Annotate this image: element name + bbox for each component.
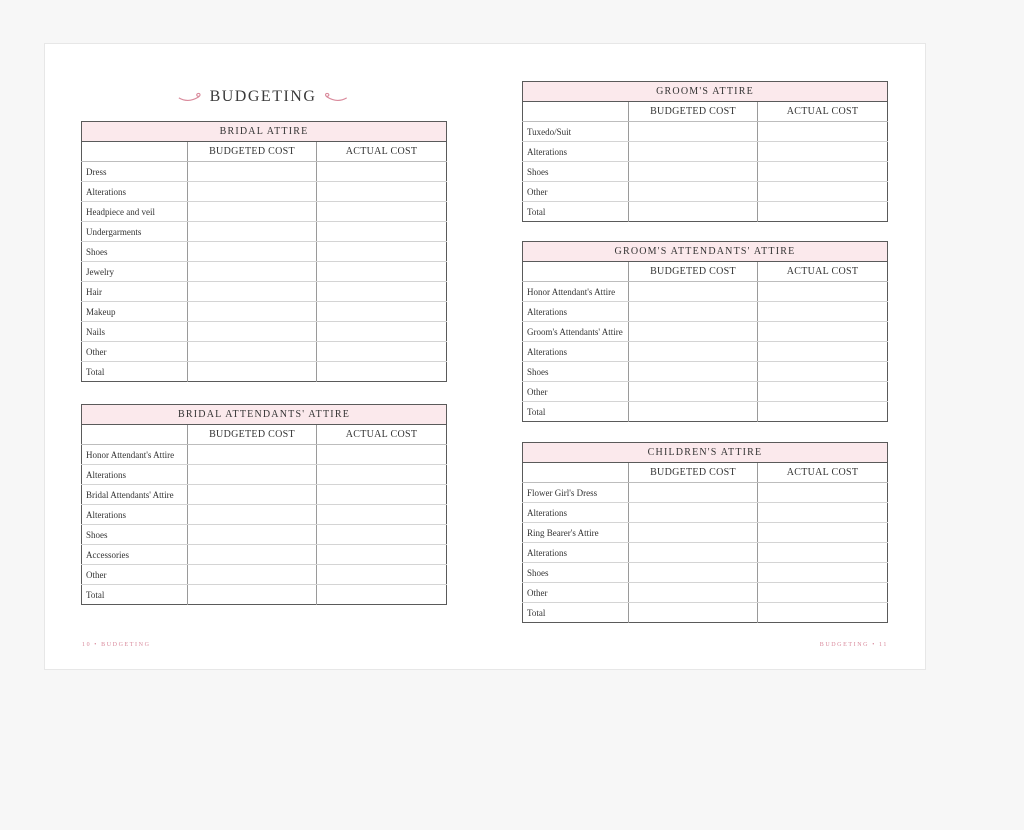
table-row xyxy=(82,585,447,605)
budgeted-cost-header: BUDGETED COST xyxy=(629,262,758,282)
actual-cost-cell xyxy=(758,362,888,382)
row-label: Alterations xyxy=(523,503,629,523)
actual-cost-cell xyxy=(758,523,888,543)
row-label: Nails xyxy=(82,322,188,342)
row-label: Flower Girl's Dress xyxy=(523,483,629,503)
actual-cost-cell xyxy=(317,545,447,565)
budgeted-cost-cell xyxy=(188,202,317,222)
actual-cost-cell xyxy=(317,342,447,362)
actual-cost-cell xyxy=(317,302,447,322)
table-row xyxy=(523,402,888,422)
actual-cost-cell xyxy=(317,162,447,182)
table-row xyxy=(523,563,888,583)
table-row xyxy=(523,322,888,342)
actual-cost-cell xyxy=(317,525,447,545)
budgeted-cost-cell xyxy=(629,122,758,142)
budgeted-cost-cell xyxy=(629,202,758,222)
table-title: GROOM'S ATTENDANTS' ATTIRE xyxy=(523,242,888,262)
budgeted-cost-cell xyxy=(188,162,317,182)
budgeted-cost-cell xyxy=(629,322,758,342)
budgeted-cost-cell xyxy=(629,282,758,302)
budgeted-cost-cell xyxy=(629,402,758,422)
table-row xyxy=(82,465,447,485)
bridal-attendants-attire-table xyxy=(81,404,447,605)
row-label: Dress xyxy=(82,162,188,182)
table-row xyxy=(523,362,888,382)
row-label: Alterations xyxy=(523,302,629,322)
actual-cost-cell xyxy=(317,505,447,525)
table-row xyxy=(82,262,447,282)
row-label: Other xyxy=(523,583,629,603)
table-row xyxy=(82,362,447,382)
row-label: Total xyxy=(527,406,546,417)
budgeted-cost-cell xyxy=(188,342,317,362)
table-row xyxy=(82,342,447,362)
budgeted-cost-cell xyxy=(629,362,758,382)
actual-cost-cell xyxy=(758,282,888,302)
budgeted-cost-cell xyxy=(188,445,317,465)
row-label: Tuxedo/Suit xyxy=(523,122,629,142)
budgeted-cost-header: BUDGETED COST xyxy=(629,463,758,483)
row-label: Other xyxy=(523,182,629,202)
table-row xyxy=(523,503,888,523)
table-row xyxy=(82,302,447,322)
budgeted-cost-cell xyxy=(188,505,317,525)
actual-cost-cell xyxy=(317,445,447,465)
table-row xyxy=(523,282,888,302)
item-column-header xyxy=(82,142,188,162)
actual-cost-cell xyxy=(758,503,888,523)
row-label: Other xyxy=(82,565,188,585)
table-title: BRIDAL ATTIRE xyxy=(82,122,447,142)
actual-cost-cell xyxy=(317,485,447,505)
childrens-attire-table xyxy=(522,442,888,623)
row-label: Bridal Attendants' Attire xyxy=(82,485,188,505)
row-label: Other xyxy=(82,342,188,362)
actual-cost-cell xyxy=(758,122,888,142)
table-row xyxy=(523,182,888,202)
table-row xyxy=(82,222,447,242)
page-title: BUDGETING xyxy=(209,88,317,105)
actual-cost-cell xyxy=(317,222,447,242)
budgeted-cost-cell xyxy=(188,222,317,242)
table-row xyxy=(523,483,888,503)
row-label: Shoes xyxy=(523,563,629,583)
budgeted-cost-cell xyxy=(629,503,758,523)
table-row xyxy=(523,202,888,222)
budgeted-cost-cell xyxy=(188,362,317,382)
row-label: Alterations xyxy=(82,182,188,202)
row-label: Ring Bearer's Attire xyxy=(523,523,629,543)
actual-cost-cell xyxy=(317,182,447,202)
row-label: Honor Attendant's Attire xyxy=(82,445,188,465)
table-row xyxy=(82,545,447,565)
budgeted-cost-cell xyxy=(188,262,317,282)
budgeted-cost-cell xyxy=(629,342,758,362)
item-column-header xyxy=(523,262,629,282)
table-row xyxy=(82,182,447,202)
actual-cost-cell xyxy=(317,585,447,605)
actual-cost-cell xyxy=(758,202,888,222)
actual-cost-header: ACTUAL COST xyxy=(317,142,447,162)
table-row xyxy=(523,162,888,182)
actual-cost-cell xyxy=(317,202,447,222)
budgeted-cost-cell xyxy=(629,483,758,503)
table-row xyxy=(523,382,888,402)
row-label: Groom's Attendants' Attire xyxy=(523,322,629,342)
table-row xyxy=(523,603,888,623)
table-row xyxy=(82,565,447,585)
table-row xyxy=(523,583,888,603)
budgeted-cost-cell xyxy=(629,523,758,543)
actual-cost-cell xyxy=(758,583,888,603)
actual-cost-header: ACTUAL COST xyxy=(758,102,888,122)
actual-cost-cell xyxy=(317,282,447,302)
budgeted-cost-cell xyxy=(188,242,317,262)
row-label: Shoes xyxy=(523,162,629,182)
actual-cost-cell xyxy=(317,565,447,585)
actual-cost-header: ACTUAL COST xyxy=(758,463,888,483)
table-row xyxy=(82,242,447,262)
actual-cost-cell xyxy=(317,242,447,262)
actual-cost-cell xyxy=(758,563,888,583)
budgeted-cost-header: BUDGETED COST xyxy=(188,425,317,445)
row-label: Makeup xyxy=(82,302,188,322)
row-label: Alterations xyxy=(82,465,188,485)
table-row xyxy=(82,322,447,342)
table-title: GROOM'S ATTIRE xyxy=(523,82,888,102)
row-label: Alterations xyxy=(82,505,188,525)
row-label: Shoes xyxy=(82,242,188,262)
row-label: Undergarments xyxy=(82,222,188,242)
budgeted-cost-cell xyxy=(629,543,758,563)
actual-cost-header: ACTUAL COST xyxy=(317,425,447,445)
table-row xyxy=(523,523,888,543)
actual-cost-cell xyxy=(758,302,888,322)
budgeted-cost-cell xyxy=(188,525,317,545)
budgeted-cost-cell xyxy=(629,603,758,623)
row-label: Shoes xyxy=(523,362,629,382)
footer-left: 10 • BUDGETING xyxy=(82,642,151,648)
budgeted-cost-cell xyxy=(629,302,758,322)
table-row xyxy=(82,505,447,525)
actual-cost-cell xyxy=(758,483,888,503)
budgeted-cost-cell xyxy=(188,322,317,342)
item-column-header xyxy=(523,102,629,122)
actual-cost-cell xyxy=(758,182,888,202)
table-row xyxy=(82,485,447,505)
table-row xyxy=(82,162,447,182)
budgeted-cost-cell xyxy=(188,585,317,605)
budgeted-cost-header: BUDGETED COST xyxy=(629,102,758,122)
budgeted-cost-cell xyxy=(188,182,317,202)
footer-right: BUDGETING • 11 xyxy=(819,642,888,648)
actual-cost-header: ACTUAL COST xyxy=(758,262,888,282)
actual-cost-cell xyxy=(758,162,888,182)
page-heading xyxy=(178,86,348,108)
row-label: Alterations xyxy=(523,142,629,162)
table-row xyxy=(82,202,447,222)
actual-cost-cell xyxy=(758,603,888,623)
budgeted-cost-cell xyxy=(629,563,758,583)
budgeted-cost-cell xyxy=(188,282,317,302)
table-row xyxy=(523,122,888,142)
table-row xyxy=(82,525,447,545)
budgeted-cost-cell xyxy=(629,182,758,202)
table-row xyxy=(523,142,888,162)
budgeted-cost-cell xyxy=(629,142,758,162)
row-label: Hair xyxy=(82,282,188,302)
budgeted-cost-cell xyxy=(629,162,758,182)
budgeted-cost-cell xyxy=(629,583,758,603)
row-label: Total xyxy=(527,206,546,217)
row-label: Total xyxy=(527,607,546,618)
row-label: Accessories xyxy=(82,545,188,565)
item-column-header xyxy=(82,425,188,445)
table-title: BRIDAL ATTENDANTS' ATTIRE xyxy=(82,405,447,425)
actual-cost-cell xyxy=(758,382,888,402)
table-row xyxy=(523,342,888,362)
budgeted-cost-cell xyxy=(188,565,317,585)
budgeted-cost-cell xyxy=(188,545,317,565)
actual-cost-cell xyxy=(317,362,447,382)
row-label: Alterations xyxy=(523,543,629,563)
row-label: Honor Attendant's Attire xyxy=(523,282,629,302)
actual-cost-cell xyxy=(317,322,447,342)
actual-cost-cell xyxy=(317,465,447,485)
table-title: CHILDREN'S ATTIRE xyxy=(523,443,888,463)
row-label: Other xyxy=(523,382,629,402)
row-label: Total xyxy=(86,589,105,600)
item-column-header xyxy=(523,463,629,483)
bridal-attire-table xyxy=(81,121,447,382)
budgeted-cost-cell xyxy=(188,465,317,485)
row-label: Headpiece and veil xyxy=(82,202,188,222)
left-swirl-ornament xyxy=(178,90,204,104)
grooms-attendants-attire-table xyxy=(522,241,888,422)
budgeted-cost-cell xyxy=(188,485,317,505)
actual-cost-cell xyxy=(758,402,888,422)
row-label: Jewelry xyxy=(82,262,188,282)
actual-cost-cell xyxy=(317,262,447,282)
actual-cost-cell xyxy=(758,543,888,563)
actual-cost-cell xyxy=(758,322,888,342)
row-label: Total xyxy=(86,366,105,377)
table-row xyxy=(82,445,447,465)
actual-cost-cell xyxy=(758,142,888,162)
grooms-attire-table xyxy=(522,81,888,222)
right-swirl-ornament xyxy=(322,90,348,104)
table-row xyxy=(82,282,447,302)
budgeted-cost-cell xyxy=(188,302,317,322)
row-label: Alterations xyxy=(523,342,629,362)
budgeted-cost-header: BUDGETED COST xyxy=(188,142,317,162)
row-label: Shoes xyxy=(82,525,188,545)
budgeted-cost-cell xyxy=(629,382,758,402)
table-row xyxy=(523,302,888,322)
actual-cost-cell xyxy=(758,342,888,362)
table-row xyxy=(523,543,888,563)
